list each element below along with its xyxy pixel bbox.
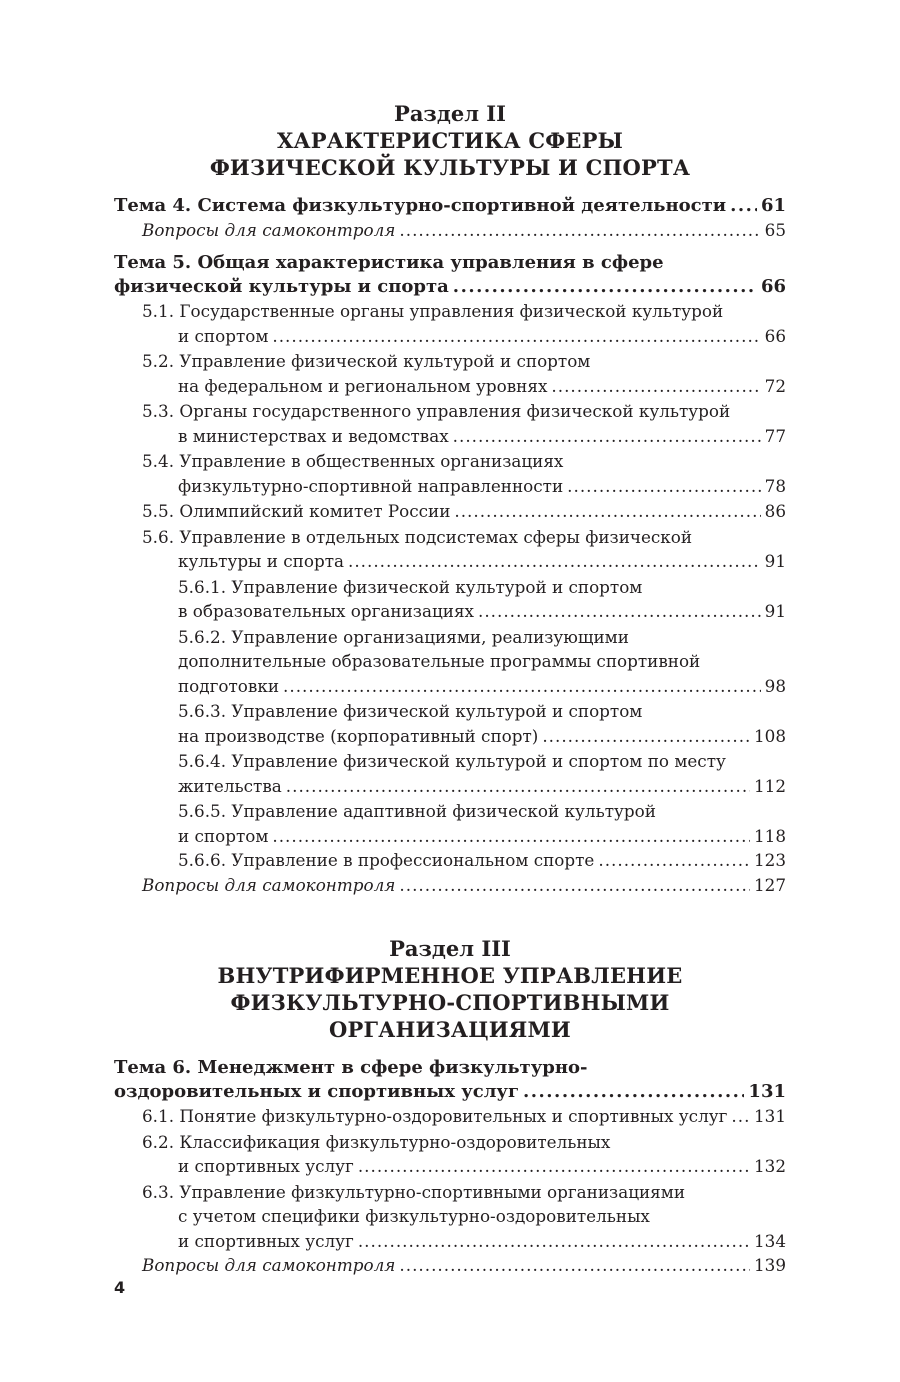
entry-title: 5.6. Управление в отдельных подсистемах сферы физической: [142, 526, 693, 547]
dot-leader: [399, 218, 760, 243]
entry-title: 5.1. Государственные органы управления физической культурой: [142, 301, 724, 321]
dot-leader: [399, 873, 750, 898]
entry-title: дополнительные образовательные программы спортивной: [178, 651, 701, 671]
dot-leader: [731, 1104, 750, 1129]
page-ref: 72: [764, 375, 786, 396]
toc-entry[interactable]: [114, 1180, 786, 1254]
entry-title: 6.3. Управление физкультурно-спортивными организациями: [142, 1181, 686, 1202]
dot-leader: [453, 275, 757, 299]
page-ref: 139: [753, 1255, 786, 1275]
entry-title: культуры и спорта: [178, 551, 344, 571]
entry-title: физкультурно-спортивной направленности: [178, 475, 564, 496]
dot-leader: [478, 599, 761, 624]
page-ref: 108: [753, 725, 786, 746]
dot-leader: [598, 848, 750, 873]
page-number: 4: [114, 1278, 126, 1297]
toc-entry[interactable]: [114, 299, 786, 348]
toc-subentry[interactable]: [114, 699, 786, 748]
toc-questions[interactable]: [114, 873, 786, 898]
dot-leader: [567, 474, 760, 499]
entry-title: 5.3. Органы государственного управления физической культурой: [142, 401, 731, 421]
questions-label: Вопросы для самоконтроля: [142, 219, 396, 240]
toc-questions[interactable]: [114, 1253, 786, 1278]
toc-entry[interactable]: [114, 1130, 786, 1179]
dot-leader: [283, 674, 761, 699]
page-ref: 112: [753, 775, 786, 796]
entry-title: 6.1. Понятие физкультурно-оздоровительных и спортивных услуг: [142, 1106, 728, 1126]
section-title-line: ВНУТРИФИРМЕННОЕ УПРАВЛЕНИЕ: [217, 963, 683, 988]
page-ref: 131: [748, 1080, 786, 1102]
section-title-line: ФИЗИЧЕСКОЙ КУЛЬТУРЫ И СПОРТА: [209, 155, 691, 180]
page-ref: 86: [764, 501, 786, 521]
entry-title: в образовательных организациях: [178, 601, 474, 621]
entry-title: 5.2. Управление физической культурой и спортом: [142, 351, 591, 371]
dot-leader: [272, 824, 750, 849]
page-ref: 66: [760, 275, 786, 297]
questions-label: Вопросы для самоконтроля: [142, 874, 396, 895]
entry-title: 5.6.3. Управление физической культурой и спортом: [178, 701, 643, 721]
page-ref: 61: [760, 195, 786, 216]
toc-entry[interactable]: [114, 449, 786, 498]
toc-page: [114, 100, 786, 1278]
page-ref: 77: [764, 425, 786, 446]
toc-entry[interactable]: [114, 399, 786, 448]
page-ref: 78: [764, 475, 786, 496]
section-title-line: ХАРАКТЕРИСТИКА СФЕРЫ: [276, 128, 624, 153]
toc-entry[interactable]: [114, 499, 786, 524]
page-ref: 127: [753, 874, 786, 895]
page-ref: 123: [753, 850, 786, 870]
dot-leader: [272, 324, 760, 349]
dot-leader: [523, 1080, 744, 1104]
entry-title: в министерствах и ведомствах: [178, 425, 449, 446]
page-ref: 118: [753, 825, 786, 846]
page-ref: 91: [764, 551, 786, 571]
entry-title: на производстве (корпоративный спорт): [178, 725, 539, 746]
page-ref: 134: [753, 1230, 786, 1251]
entry-title: жительства: [178, 775, 282, 796]
toc-subentry[interactable]: [114, 749, 786, 798]
topic-title: Тема 4. Система физкультурно-спортивной деятельности: [114, 195, 727, 216]
toc-subentry[interactable]: [114, 625, 786, 699]
toc-topic[interactable]: [114, 251, 786, 298]
entry-title: 5.6.5. Управление адаптивной физической культурой: [178, 801, 656, 821]
questions-label: Вопросы для самоконтроля: [142, 1255, 396, 1275]
page-ref: 91: [764, 601, 786, 621]
section-heading: [114, 935, 786, 1043]
entry-title: и спортивных услуг: [178, 1230, 354, 1251]
entry-title: 5.6.1. Управление физической культурой и спортом: [178, 576, 643, 597]
dot-leader: [551, 374, 760, 399]
toc-entry[interactable]: [114, 525, 786, 574]
page-ref: 98: [764, 675, 786, 696]
page-ref: 66: [764, 325, 786, 346]
dot-leader: [730, 194, 757, 218]
page-ref: 132: [753, 1156, 786, 1176]
entry-title: подготовки: [178, 675, 280, 696]
dot-leader: [358, 1154, 750, 1179]
dot-leader: [453, 424, 761, 449]
dot-leader: [542, 724, 750, 749]
dot-leader: [348, 549, 761, 574]
section-title-line: ФИЗКУЛЬТУРНО-СПОРТИВНЫМИ ОРГАНИЗАЦИЯМИ: [230, 990, 670, 1042]
entry-title: 5.6.2. Управление организациями, реализующими: [178, 626, 629, 647]
dot-leader: [399, 1253, 750, 1278]
topic-title: оздоровительных и спортивных услуг: [114, 1080, 519, 1102]
toc-subentry[interactable]: [114, 848, 786, 873]
entry-title: 5.6.6. Управление в профессиональном спорте: [178, 850, 595, 870]
section-label: Раздел II: [394, 101, 506, 126]
page-ref: 131: [753, 1106, 786, 1126]
entry-title: 5.4. Управление в общественных организациях: [142, 451, 564, 471]
page-ref: 65: [764, 219, 786, 240]
entry-title: 6.2. Классификация физкультурно-оздоровительных: [142, 1131, 611, 1152]
entry-title: с учетом специфики физкультурно-оздоровительных: [178, 1206, 650, 1226]
entry-title: и спортом: [178, 325, 269, 346]
toc-topic[interactable]: [114, 1056, 786, 1103]
topic-title: Тема 6. Менеджмент в сфере физкультурно-: [114, 1057, 588, 1078]
dot-leader: [454, 499, 760, 524]
section-label: Раздел III: [389, 936, 511, 961]
entry-title: и спортивных услуг: [178, 1156, 354, 1176]
topic-title: физической культуры и спорта: [114, 275, 449, 297]
entry-title: 5.6.4. Управление физической культурой и спортом по месту: [178, 751, 726, 771]
topic-title: Тема 5. Общая характеристика управления в сфере: [114, 252, 664, 273]
toc-questions[interactable]: [114, 218, 786, 243]
entry-title: 5.5. Олимпийский комитет России: [142, 501, 451, 521]
entry-title: на федеральном и региональном уровнях: [178, 375, 548, 396]
dot-leader: [358, 1229, 750, 1254]
dot-leader: [286, 774, 750, 799]
section-heading: [114, 100, 786, 181]
toc-subentry[interactable]: [114, 575, 786, 624]
entry-title: и спортом: [178, 825, 269, 846]
toc-entry[interactable]: [114, 349, 786, 398]
toc-entry[interactable]: [114, 1104, 786, 1129]
toc-topic[interactable]: [114, 194, 786, 218]
toc-subentry[interactable]: [114, 799, 786, 848]
